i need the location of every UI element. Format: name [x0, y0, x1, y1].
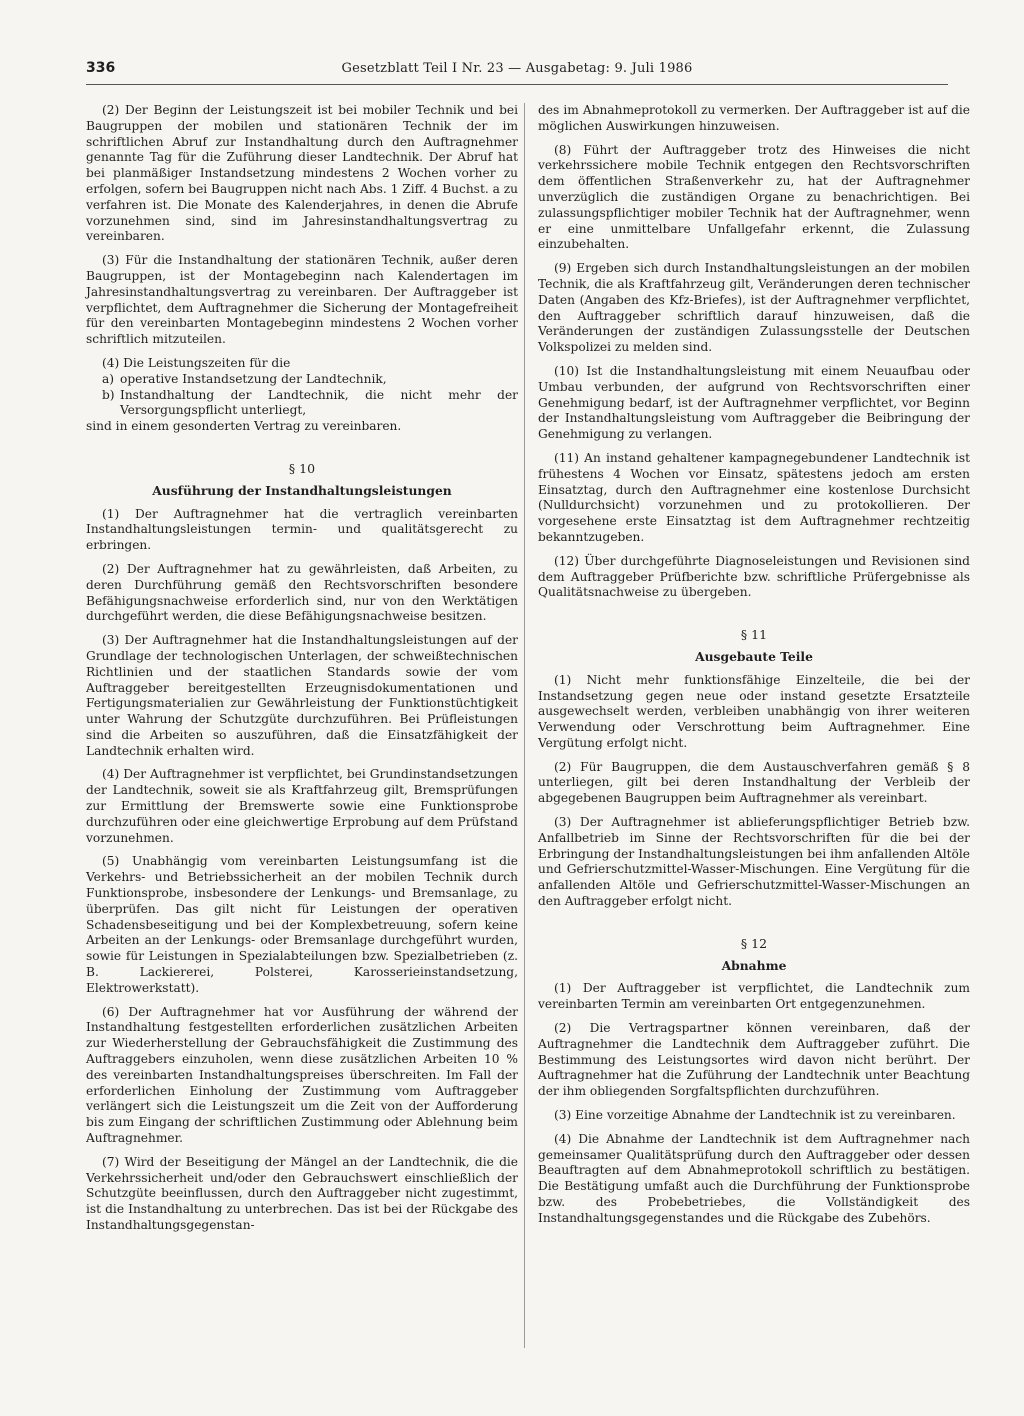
list-item	[86, 372, 518, 388]
paragraph: (10) Ist die Instandhaltungsleistung mit einem Neuaufbau oder Umbau verbunden, der aufgrund von Rechtsvorschriften einer Genehmigung bedarf, ist der Auftragnehmer verpflichtet, vor Beginn der Instandhaltungsleistung vom Auftraggeber die Beibringung der Genehmigung zu verlangen.	[538, 363, 970, 442]
list-item-text: operative Instandsetzung der Landtechnik,	[120, 371, 387, 386]
paragraph: (1) Der Auftraggeber ist verpflichtet, die Landtechnik zum vereinbarten Termin am vereinbarten Ort entgegenzunehmen.	[538, 981, 970, 1012]
right-column	[538, 103, 970, 1227]
paragraph: des im Abnahmeprotokoll zu vermerken. Der Auftraggeber ist auf die möglichen Auswirkungen hinzuweisen.	[538, 103, 970, 133]
paragraph: (2) Die Vertragspartner können vereinbaren, daß der Auftragnehmer die Landtechnik dem Auftraggeber zuführt. Die Bestimmung des Leistungsortes wird davon nicht berührt. Der Auftragnehmer hat die Zuführung der Landtechnik unter Beachtung der ihm obliegenden Sorgfaltspflichten durchzuführen.	[538, 1021, 970, 1099]
section-number: § 12	[740, 935, 768, 951]
paragraph: (2) Der Auftragnehmer hat zu gewährleisten, daß Arbeiten, zu deren Durchführung gemäß den Rechtsvorschriften besondere Befähigungsnachweise erforderlich sind, nur von den Werktätigen durchgeführt werden, die diese Befähigungsnachweise besitzen.	[86, 561, 518, 624]
paragraph: (3) Für die Instandhaltung der stationären Technik, außer deren Baugruppen, ist der Montagebeginn nach Kalendertagen im Jahresinstandhaltungsvertrag zu vereinbaren. Der Auftraggeber ist verpflichtet, dem Auftragnehmer die Sicherung der Montagefreiheit für den vereinbarten Montagebeginn mindestens 2 Wochen vorher schriftlich mitzuteilen.	[86, 253, 518, 347]
page-header	[86, 60, 948, 85]
paragraph: (9) Ergeben sich durch Instandhaltungsleistungen an der mobilen Technik, die als Kraftfahrzeug gilt, Veränderungen deren technischer Daten (Angaben des Kfz-Briefes), ist der Auftragnehmer verpflichtet, den Auftraggeber schriftlich darauf hinzuweisen, daß die Veränderungen der zuständigen Zulassungsstelle der Deutschen Volkspolizei zu melden sind.	[538, 261, 970, 355]
left-column	[86, 103, 518, 1234]
section-title: Ausgebaute Teile	[695, 648, 813, 664]
paragraph: (3) Der Auftragnehmer ist ablieferungspflichtiger Betrieb bzw. Anfallbetrieb im Sinne der Rechtsvorschriften für die bei der Erbringung der Instandhaltungsleistungen bei ihm anfallenden Altöle und Gefrierschutzmittel-Wasser-Mischungen. Eine Vergütung für die anfallenden Altöle und Gefrierschutzmittel-Wasser-Mischungen an den Auftraggeber erfolgt nicht.	[538, 815, 970, 909]
paragraph: (2) Für Baugruppen, die dem Austauschverfahren gemäß § 8 unterliegen, gilt bei deren Instandhaltung der Verbleib der abgegebenen Baugruppen beim Auftragnehmer als vereinbart.	[538, 759, 970, 806]
paragraph: (11) An instand gehaltener kampagnegebundener Landtechnik ist frühestens 4 Wochen vor Einsatz, spätestens jedoch am ersten Einsatztag, durch den Auftragnehmer eine kostenlose Durchsicht (Nulldurchsicht) vorzunehmen und zu protokollieren. Der vorgesehene erste Einsatztag ist dem Auftragnehmer rechtzeitig bekanntzugeben.	[538, 450, 970, 544]
paragraph: (3) Eine vorzeitige Abnahme der Landtechnik ist zu vereinbaren.	[554, 1108, 956, 1123]
paragraph: (1) Nicht mehr funktionsfähige Einzelteile, die bei der Instandsetzung gegen neue oder instand gesetzte Ersatzteile ausgewechselt werden, verbleiben unabhängig von ihrer weiteren Verwendung oder Verschrottung beim Auftragnehmer. Eine Vergütung erfolgt nicht.	[538, 672, 970, 750]
paragraph: (4) Die Abnahme der Landtechnik ist dem Auftragnehmer nach gemeinsamer Qualitätsprüfung durch den Auftraggeber oder dessen Beauftragten auf dem Abnahmeprotokoll schriftlich zu bestätigen. Die Bestätigung umfaßt auch die Durchführung der Funktionsprobe bzw. des Probebetriebes, die Vollständigkeit des Instandhaltungsgegenstandes und die Rückgabe des Zubehörs.	[538, 1131, 970, 1225]
paragraph: (4) Der Auftragnehmer ist verpflichtet, bei Grundinstandsetzungen der Landtechnik, soweit sie als Kraftfahrzeug gilt, Bremsprüfungen zur Ermittlung der Bremswerte sowie eine Funktionsprobe durchzuführen oder eine gleichwertige Erprobung auf dem Prüfstand vorzunehmen.	[86, 767, 518, 845]
running-title: Gesetzblatt Teil I Nr. 23 — Ausgabetag: 9. Juli 1986	[341, 61, 693, 76]
list-item	[86, 388, 518, 420]
paragraph: (12) Über durchgeführte Diagnoseleistungen und Revisionen sind dem Auftraggeber Prüfberichte bzw. schriftliche Prüfergebnisse als Qualitätsnachweise zu übergeben.	[538, 553, 970, 600]
section-number: § 10	[288, 460, 316, 476]
section-title: Abnahme	[721, 957, 787, 973]
paragraph: (6) Der Auftragnehmer hat vor Ausführung der während der Instandhaltung festgestellten erforderlichen zusätzlichen Arbeiten zur Wiederherstellung der Gebrauchsfähigkeit die Zustimmung des Auftraggebers einzuholen, wenn diese zusätzlichen Arbeiten 10 % des vereinbarten Instandhaltungspreises überschreiten. Im Fall der erforderlichen Einholung der Zustimmung vom Auftraggeber verlängert sich die Leistungszeit um die Zeit von der Aufforderung bis zum Eingang der schriftlichen Zustimmung oder Ablehnung beim Auftragnehmer.	[86, 1004, 518, 1146]
paragraph: (8) Führt der Auftraggeber trotz des Hinweises die nicht verkehrssichere mobile Technik entgegen den Rechtsvorschriften dem öffentlichen Straßenverkehr zu, hat der Auftragnehmer unverzüglich die zuständigen Organe zu benachrichtigen. Bei zulassungspflichtiger mobiler Technik hat der Auftragnehmer, wenn er eine unmittelbare Unfallgefahr erkennt, die Zulassung einzubehalten.	[538, 142, 970, 252]
list-marker: b)	[102, 387, 115, 402]
paragraph: (3) Der Auftragnehmer hat die Instandhaltungsleistungen auf der Grundlage der technologischen Unterlagen, der schweißtechnischen Richtlinien und der staatlichen Standards sowie der vom Auftraggeber bereitgestellten Erzeugnisdokumentationen und Fertigungsmaterialien zur Gewährleistung der Funktionstüchtigkeit unter Wahrung der Schutzgüte durchzuführen. Bei Prüfleistungen sind die Arbeiten so auszuführen, daß die Einsatzfähigkeit der Landtechnik erhalten wird.	[86, 633, 518, 758]
paragraph: (7) Wird der Beseitigung der Mängel an der Landtechnik, die die Verkehrssicherheit und/oder den Gebrauchswert einschließlich der Schutzgüte beeinflussen, durch den Auftraggeber nicht zugestimmt, ist die Instandhaltung zu unterbrechen. Das ist bei der Rückgabe des Instandhaltungsgegenstan-	[86, 1154, 518, 1232]
paragraph: (1) Der Auftragnehmer hat die vertraglich vereinbarten Instandhaltungsleistungen termin- und qualitätsgerecht zu erbringen.	[86, 506, 518, 553]
list-marker: a)	[102, 371, 115, 386]
paragraph: sind in einem gesonderten Vertrag zu vereinbaren.	[86, 419, 402, 434]
list-item-text: Instandhaltung der Landtechnik, die nicht mehr der Versorgungspflicht unterliegt,	[120, 387, 518, 418]
paragraph: (5) Unabhängig vom vereinbarten Leistungsumfang ist die Verkehrs- und Betriebssicherheit an der mobilen Technik durch Funktionsprobe, insbesondere der Lenkungs- und Bremsanlage, zu überprüfen. Das gilt nicht für Leistungen der operativen Schadensbeseitigung und bei der Komplexbetreuung, sofern keine Arbeiten an der Lenkungs- oder Bremsanlage durchgeführt wurden, sowie für Leistungen in Spezialabteilungen bzw. Spezialbetrieben (z. B. Lackiererei, Polsterei, Karosserieinstandsetzung, Elektrowerkstatt).	[86, 854, 518, 995]
page-number: 336	[86, 60, 116, 76]
paragraph: (4) Die Leistungszeiten für die	[102, 355, 291, 370]
paragraph: (2) Der Beginn der Leistungszeit ist bei mobiler Technik und bei Baugruppen der mobilen und stationären Technik der im schriftlichen Abruf zur Instandhaltung durch den Auftragnehmer genannte Tag für die Zuführung dieser Landtechnik. Der Abruf hat bei planmäßiger Instandsetzung mindestens 2 Wochen vorher zu erfolgen, sofern bei Baugruppen nicht nach Abs. 1 Ziff. 4 Buchst. a zu verfahren ist. Die Monate des Kalenderjahres, in denen die Abrufe vorzunehmen sind, sind im Jahresinstandhaltungsvertrag zu vereinbaren.	[86, 103, 518, 244]
section-title: Ausführung der Instandhaltungsleistungen	[152, 482, 452, 498]
section-number: § 11	[740, 627, 768, 643]
column-divider	[524, 103, 525, 1348]
